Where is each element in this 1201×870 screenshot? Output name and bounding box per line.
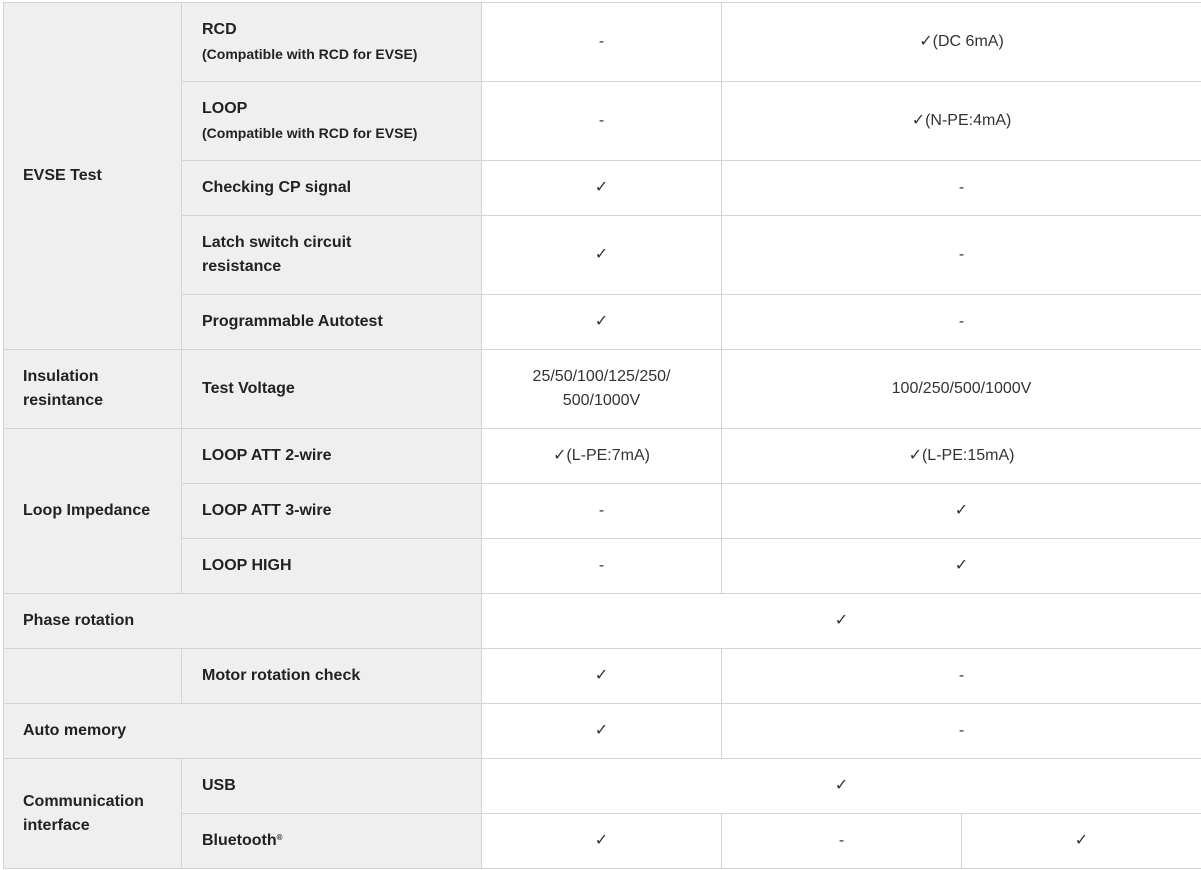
table-row xyxy=(4,82,1201,161)
item-loop-note: (Compatible with RCD for EVSE) xyxy=(202,125,418,141)
memory-col2-value: - xyxy=(722,704,1201,759)
item-cp-signal: Checking CP signal xyxy=(182,161,482,216)
autotest-col1-value: ✓ xyxy=(482,295,722,350)
latch-col1-value: ✓ xyxy=(482,216,722,295)
item-rcd xyxy=(182,3,482,82)
table-row xyxy=(4,759,1201,814)
att3-col2-value: ✓ xyxy=(722,484,1201,539)
latch-col2-value: - xyxy=(722,216,1201,295)
registered-mark: ® xyxy=(276,833,283,842)
category-insulation xyxy=(4,350,182,429)
cp-col1-value: ✓ xyxy=(482,161,722,216)
table-row xyxy=(4,814,1201,869)
table-row xyxy=(4,704,1201,759)
table-row xyxy=(4,3,1201,82)
loop-high-col2-value: ✓ xyxy=(722,539,1201,594)
category-insulation-line2: resintance xyxy=(23,392,104,409)
motor-col2-value: - xyxy=(722,649,1201,704)
item-rcd-label: RCD xyxy=(202,21,237,38)
test-voltage-col1-line1: 25/50/100/125/250/ xyxy=(532,368,671,385)
category-insulation-line1: Insulation xyxy=(23,368,99,385)
rcd-col1-value: - xyxy=(482,3,722,82)
spec-table xyxy=(3,2,1201,869)
table-row xyxy=(4,484,1201,539)
category-evse-test: EVSE Test xyxy=(4,3,182,350)
bluetooth-col1-value: ✓ xyxy=(482,814,722,869)
att2-col1-value: ✓(L-PE:7mA) xyxy=(482,429,722,484)
memory-col1-value: ✓ xyxy=(482,704,722,759)
rcd-col2-value: ✓(DC 6mA) xyxy=(722,3,1201,82)
loop-col2-value: ✓(N-PE:4mA) xyxy=(722,82,1201,161)
table-row xyxy=(4,649,1201,704)
item-loop-high: LOOP HIGH xyxy=(182,539,482,594)
loop-col1-value: - xyxy=(482,82,722,161)
item-loop xyxy=(182,82,482,161)
item-bluetooth-label: Bluetooth xyxy=(202,832,277,849)
item-latch-label-line1: Latch switch circuit xyxy=(202,234,352,251)
category-loop-impedance: Loop Impedance xyxy=(4,429,182,594)
table-row xyxy=(4,539,1201,594)
bluetooth-col2-value: - xyxy=(722,814,962,869)
cp-col2-value: - xyxy=(722,161,1201,216)
category-phase-rotation-spacer xyxy=(4,649,182,704)
category-auto-memory: Auto memory xyxy=(4,704,482,759)
item-latch-switch xyxy=(182,216,482,295)
item-test-voltage: Test Voltage xyxy=(182,350,482,429)
usb-value: ✓ xyxy=(482,759,1201,814)
table-row xyxy=(4,295,1201,350)
table-row xyxy=(4,429,1201,484)
item-motor-rotation: Motor rotation check xyxy=(182,649,482,704)
item-loop-att-3wire: LOOP ATT 3-wire xyxy=(182,484,482,539)
item-loop-att-2wire: LOOP ATT 2-wire xyxy=(182,429,482,484)
category-communication xyxy=(4,759,182,869)
test-voltage-col1-line2: 500/1000V xyxy=(562,392,641,409)
phase-rotation-value: ✓ xyxy=(482,594,1201,649)
category-communication-line1: Communication xyxy=(23,792,144,810)
item-rcd-note: (Compatible with RCD for EVSE) xyxy=(202,46,418,62)
item-latch-label-line2: resistance xyxy=(202,258,282,275)
att2-col2-value: ✓(L-PE:15mA) xyxy=(722,429,1201,484)
test-voltage-col1-value xyxy=(482,350,722,429)
table-row xyxy=(4,350,1201,429)
item-usb: USB xyxy=(182,759,482,814)
bluetooth-col3-value: ✓ xyxy=(962,814,1201,869)
table-row xyxy=(4,216,1201,295)
item-autotest: Programmable Autotest xyxy=(182,295,482,350)
att3-col1-value: - xyxy=(482,484,722,539)
motor-col1-value: ✓ xyxy=(482,649,722,704)
autotest-col2-value: - xyxy=(722,295,1201,350)
category-communication-line2: interface xyxy=(23,816,90,834)
loop-high-col1-value: - xyxy=(482,539,722,594)
item-bluetooth xyxy=(182,814,482,869)
table-row xyxy=(4,161,1201,216)
category-phase-rotation: Phase rotation xyxy=(4,594,482,649)
item-loop-label: LOOP xyxy=(202,100,248,117)
test-voltage-col2-value: 100/250/500/1000V xyxy=(722,350,1201,429)
table-row xyxy=(4,594,1201,649)
